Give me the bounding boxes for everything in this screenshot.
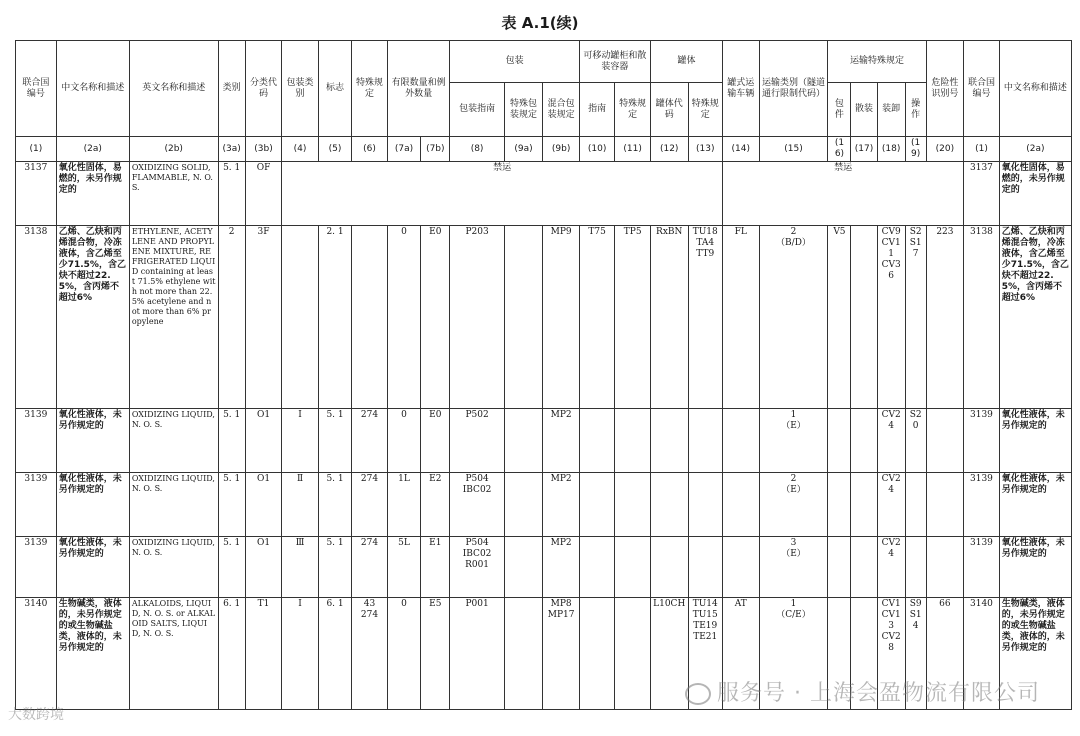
cell-class: 6. 1 — [218, 598, 245, 710]
col-number: (1) — [964, 137, 1000, 162]
header-portable-tanks: 可移动罐柜和散装容器 — [579, 41, 650, 83]
cell-class: 5. 1 — [218, 537, 245, 598]
cell-sp-operation — [905, 537, 926, 598]
cell-name-cn-right: 乙烯、乙炔和丙烯混合物，冷冻液体，含乙烯至少71.5%，含乙炔不超过22.5%，含丙烯不超过6% — [999, 226, 1071, 409]
cell-transport-category: 3 （E） — [759, 537, 828, 598]
col-number: (9a) — [504, 137, 543, 162]
cell-name-cn: 氧化性液体，未另作规定的 — [56, 409, 129, 473]
cell-sp-operation: S20 — [905, 409, 926, 473]
cell-hazard-id — [926, 409, 964, 473]
dangerous-goods-table — [15, 40, 1072, 710]
cell-sp-bulk — [851, 473, 877, 537]
cell-mixed-packing: MP8 MP17 — [543, 598, 580, 710]
cell-hazard-id — [926, 537, 964, 598]
table-row — [16, 409, 1072, 473]
cell-class-code: O1 — [245, 473, 282, 537]
header-tank-special: 特殊规定 — [688, 83, 722, 137]
cell-un-no: 3140 — [16, 598, 57, 710]
cell-tank-code: RxBN — [650, 226, 688, 409]
header-tank: 罐体 — [650, 41, 722, 83]
cell-sp-loading: CV1 CV13 CV28 — [877, 598, 905, 710]
col-number: (9b) — [543, 137, 580, 162]
header-transport-category: 运输类别（隧道通行限制代码） — [759, 41, 828, 137]
col-number: (17) — [851, 137, 877, 162]
cell-class-code: OF — [245, 162, 282, 226]
cell-special-provisions — [352, 226, 388, 409]
cell-name-en: OXIDIZING SOLID, FLAMMABLE, N. O. S. — [129, 162, 218, 226]
cell-class: 5. 1 — [218, 162, 245, 226]
cell-packing-instructions: P504 IBC02 — [450, 473, 504, 537]
col-number: (18) — [877, 137, 905, 162]
cell-excepted-qty: E0 — [421, 409, 450, 473]
cell-excepted-qty: E2 — [421, 473, 450, 537]
cell-labels: 5. 1 — [318, 473, 351, 537]
cell-hazard-id — [926, 473, 964, 537]
table-row — [16, 226, 1072, 409]
cell-name-cn: 生物碱类，液体的，未另作规定的或生物碱盐类，液体的，未另作规定的 — [56, 598, 129, 710]
cell-mixed-packing: MP2 — [543, 473, 580, 537]
header-labels: 标志 — [318, 41, 351, 137]
cell-name-cn-right: 氧化性液体，未另作规定的 — [999, 473, 1071, 537]
col-number: (16) — [828, 137, 851, 162]
cell-tank-code: L10CH — [650, 598, 688, 710]
header-packing-instructions: 包装指南 — [450, 83, 504, 137]
cell-tank-code — [650, 473, 688, 537]
cell-un-no: 3139 — [16, 537, 57, 598]
cell-un-no-right: 3139 — [964, 537, 1000, 598]
col-number: (8) — [450, 137, 504, 162]
watermark-text: 服务号 · 上海会盈物流有限公司 — [717, 681, 1040, 706]
cell-portable-special — [615, 473, 651, 537]
table-row — [16, 537, 1072, 598]
col-number: (2a) — [56, 137, 129, 162]
col-number: (4) — [282, 137, 319, 162]
cell-name-cn-right: 氧化性液体，未另作规定的 — [999, 537, 1071, 598]
cell-transport-category: 2 （B/D） — [759, 226, 828, 409]
cell-tank-vehicle — [722, 409, 759, 473]
cell-name-cn-right: 氧化性固体，易燃的，未另作规定的 — [999, 162, 1071, 226]
cell-special-packing — [504, 226, 543, 409]
watermark-brand — [8, 704, 64, 724]
header-sp-operation: 操作 — [905, 83, 926, 137]
cell-transport-category: 1 （E） — [759, 409, 828, 473]
table-title: 表 A.1(续) — [501, 14, 579, 32]
cell-sp-loading: CV24 — [877, 473, 905, 537]
cell-name-cn-right: 氧化性液体，未另作规定的 — [999, 409, 1071, 473]
col-number: (2b) — [129, 137, 218, 162]
watermark-text: 大数跨境 — [8, 707, 64, 723]
cell-portable-instructions — [579, 598, 615, 710]
cell-limited-qty: 5L — [387, 537, 420, 598]
table-row — [16, 473, 1072, 537]
col-number: (14) — [722, 137, 759, 162]
header-name-cn: 中文名称和描述 — [56, 41, 129, 137]
cell-sp-bulk — [851, 537, 877, 598]
header-tank-vehicle: 罐式运输车辆 — [722, 41, 759, 137]
header-name-cn-right: 中文名称和描述 — [999, 41, 1071, 137]
cell-class-code: O1 — [245, 409, 282, 473]
cell-name-cn: 氧化性固体，易燃的，未另作规定的 — [56, 162, 129, 226]
cell-name-en: ALKALOIDS, LIQUID, N. O. S. or ALKALOID SALTS, LIQUID, N. O. S. — [129, 598, 218, 710]
cell-portable-instructions — [579, 473, 615, 537]
cell-name-cn: 乙烯、乙炔和丙烯混合物，冷冻液体，含乙烯至少71.5%，含乙炔不超过22.5%，含丙烯不超过6% — [56, 226, 129, 409]
cell-portable-special — [615, 598, 651, 710]
cell-special-packing — [504, 537, 543, 598]
cell-class-code: O1 — [245, 537, 282, 598]
cell-tank-special — [688, 537, 722, 598]
cell-name-cn-right: 生物碱类，液体的，未另作规定的或生物碱盐类，液体的，未另作规定的 — [999, 598, 1071, 710]
cell-class: 2 — [218, 226, 245, 409]
cell-tank-vehicle: FL — [722, 226, 759, 409]
header-limited-excepted: 有限数量和例外数量 — [387, 41, 450, 137]
cell-un-no: 3137 — [16, 162, 57, 226]
header-sp-loading: 装卸 — [877, 83, 905, 137]
cell-special-packing — [504, 409, 543, 473]
cell-portable-instructions — [579, 409, 615, 473]
cell-un-no-right: 3139 — [964, 409, 1000, 473]
cell-packing-instructions: P203 — [450, 226, 504, 409]
header-packing-group: 包装类别 — [282, 41, 319, 137]
header-tank-code: 罐体代码 — [650, 83, 688, 137]
header-un-no-right: 联合国编号 — [964, 41, 1000, 137]
cell-sp-bulk — [851, 226, 877, 409]
cell-labels: 2. 1 — [318, 226, 351, 409]
cell-class-code: T1 — [245, 598, 282, 710]
header-special-provisions: 特殊规定 — [352, 41, 388, 137]
header-un-no: 联合国编号 — [16, 41, 57, 137]
cell-name-en: OXIDIZING LIQUID, N. O. S. — [129, 537, 218, 598]
cell-packing-group — [282, 226, 319, 409]
cell-sp-packages — [828, 473, 851, 537]
cell-mixed-packing: MP9 — [543, 226, 580, 409]
cell-tank-vehicle — [722, 537, 759, 598]
cell-sp-packages — [828, 409, 851, 473]
cell-portable-special — [615, 409, 651, 473]
cell-special-packing — [504, 473, 543, 537]
table-row — [16, 162, 1072, 226]
cell-un-no: 3138 — [16, 226, 57, 409]
cell-portable-special: TP5 — [615, 226, 651, 409]
header-sp-bulk: 散装 — [851, 83, 877, 137]
cell-tank-vehicle — [722, 473, 759, 537]
cell-name-en: ETHYLENE, ACETYLENE AND PROPYLENE MIXTURE, REFRIGERATED LIQUID containing at least 71.5% ethylene with not more than 22.5% acetylene and not more than 6% propylene — [129, 226, 218, 409]
header-special-packing: 特殊包装规定 — [504, 83, 543, 137]
cell-forbidden: 禁运 — [722, 162, 963, 226]
cell-un-no-right: 3139 — [964, 473, 1000, 537]
header-hazard-id: 危险性识别号 — [926, 41, 964, 137]
cell-tank-vehicle: AT — [722, 598, 759, 710]
col-number: (12) — [650, 137, 688, 162]
cell-un-no-right: 3138 — [964, 226, 1000, 409]
cell-labels: 5. 1 — [318, 409, 351, 473]
cell-tank-special — [688, 409, 722, 473]
cell-special-provisions: 43 274 — [352, 598, 388, 710]
col-number: (2a) — [999, 137, 1071, 162]
cell-class-code: 3F — [245, 226, 282, 409]
header-transport-special: 运输特殊规定 — [828, 41, 926, 83]
cell-tank-special: TU18 TA4 TT9 — [688, 226, 722, 409]
col-number: (13) — [688, 137, 722, 162]
cell-mixed-packing: MP2 — [543, 409, 580, 473]
col-number: (6) — [352, 137, 388, 162]
header-portable-instructions: 指南 — [579, 83, 615, 137]
col-number: (3a) — [218, 137, 245, 162]
header-sp-packages: 包件 — [828, 83, 851, 137]
cell-portable-instructions: T75 — [579, 226, 615, 409]
header-portable-special: 特殊规定 — [615, 83, 651, 137]
cell-portable-instructions — [579, 537, 615, 598]
cell-packing-instructions: P504 IBC02 R001 — [450, 537, 504, 598]
cell-tank-code — [650, 409, 688, 473]
cell-packing-group: Ⅲ — [282, 537, 319, 598]
cell-tank-special — [688, 473, 722, 537]
header-class-code: 分类代码 — [245, 41, 282, 137]
cell-packing-group: Ⅰ — [282, 598, 319, 710]
cell-sp-packages: V5 — [828, 226, 851, 409]
cell-un-no-right: 3140 — [964, 598, 1000, 710]
wechat-icon — [685, 683, 711, 705]
col-number: (10) — [579, 137, 615, 162]
cell-sp-operation: S2S17 — [905, 226, 926, 409]
col-number: (1) — [16, 137, 57, 162]
col-number: (7a) — [387, 137, 420, 162]
cell-limited-qty: 1L — [387, 473, 420, 537]
cell-excepted-qty: E1 — [421, 537, 450, 598]
col-number: (5) — [318, 137, 351, 162]
cell-special-packing — [504, 598, 543, 710]
cell-excepted-qty: E0 — [421, 226, 450, 409]
cell-un-no-right: 3137 — [964, 162, 1000, 226]
col-number: (11) — [615, 137, 651, 162]
cell-special-provisions: 274 — [352, 473, 388, 537]
cell-special-provisions: 274 — [352, 409, 388, 473]
cell-forbidden: 禁运 — [282, 162, 723, 226]
col-number: (15) — [759, 137, 828, 162]
cell-tank-code — [650, 537, 688, 598]
cell-sp-bulk — [851, 409, 877, 473]
cell-un-no: 3139 — [16, 473, 57, 537]
cell-limited-qty: 0 — [387, 598, 420, 710]
header-class: 类别 — [218, 41, 245, 137]
cell-packing-instructions: P001 — [450, 598, 504, 710]
header-name-en: 英文名称和描述 — [129, 41, 218, 137]
cell-packing-instructions: P502 — [450, 409, 504, 473]
cell-sp-loading: CV24 — [877, 409, 905, 473]
cell-un-no: 3139 — [16, 409, 57, 473]
cell-name-en: OXIDIZING LIQUID, N. O. S. — [129, 409, 218, 473]
cell-name-cn: 氧化性液体，未另作规定的 — [56, 537, 129, 598]
col-number: (7b) — [421, 137, 450, 162]
header-packaging: 包装 — [450, 41, 579, 83]
cell-tank-special: TU14 TU15 TE19 TE21 — [688, 598, 722, 710]
cell-hazard-id: 223 — [926, 226, 964, 409]
col-number: (20) — [926, 137, 964, 162]
cell-sp-packages — [828, 537, 851, 598]
cell-class: 5. 1 — [218, 409, 245, 473]
cell-sp-loading: CV9 CV11 CV36 — [877, 226, 905, 409]
cell-portable-special — [615, 537, 651, 598]
col-number: (19) — [905, 137, 926, 162]
cell-labels: 5. 1 — [318, 537, 351, 598]
cell-excepted-qty: E5 — [421, 598, 450, 710]
cell-mixed-packing: MP2 — [543, 537, 580, 598]
cell-labels: 6. 1 — [318, 598, 351, 710]
cell-name-cn: 氧化性液体，未另作规定的 — [56, 473, 129, 537]
cell-limited-qty: 0 — [387, 226, 420, 409]
col-number: (3b) — [245, 137, 282, 162]
cell-sp-operation — [905, 473, 926, 537]
cell-sp-loading: CV24 — [877, 537, 905, 598]
cell-special-provisions: 274 — [352, 537, 388, 598]
header-mixed-packing: 混合包装规定 — [543, 83, 580, 137]
cell-sp-operation: S9 S14 — [905, 598, 926, 710]
cell-name-en: OXIDIZING LIQUID, N. O. S. — [129, 473, 218, 537]
cell-limited-qty: 0 — [387, 409, 420, 473]
cell-hazard-id: 66 — [926, 598, 964, 710]
cell-packing-group: Ⅰ — [282, 409, 319, 473]
cell-transport-category: 1 （C/E） — [759, 598, 828, 710]
cell-class: 5. 1 — [218, 473, 245, 537]
cell-packing-group: Ⅱ — [282, 473, 319, 537]
cell-transport-category: 2 （E） — [759, 473, 828, 537]
watermark-service-account — [685, 676, 1040, 707]
